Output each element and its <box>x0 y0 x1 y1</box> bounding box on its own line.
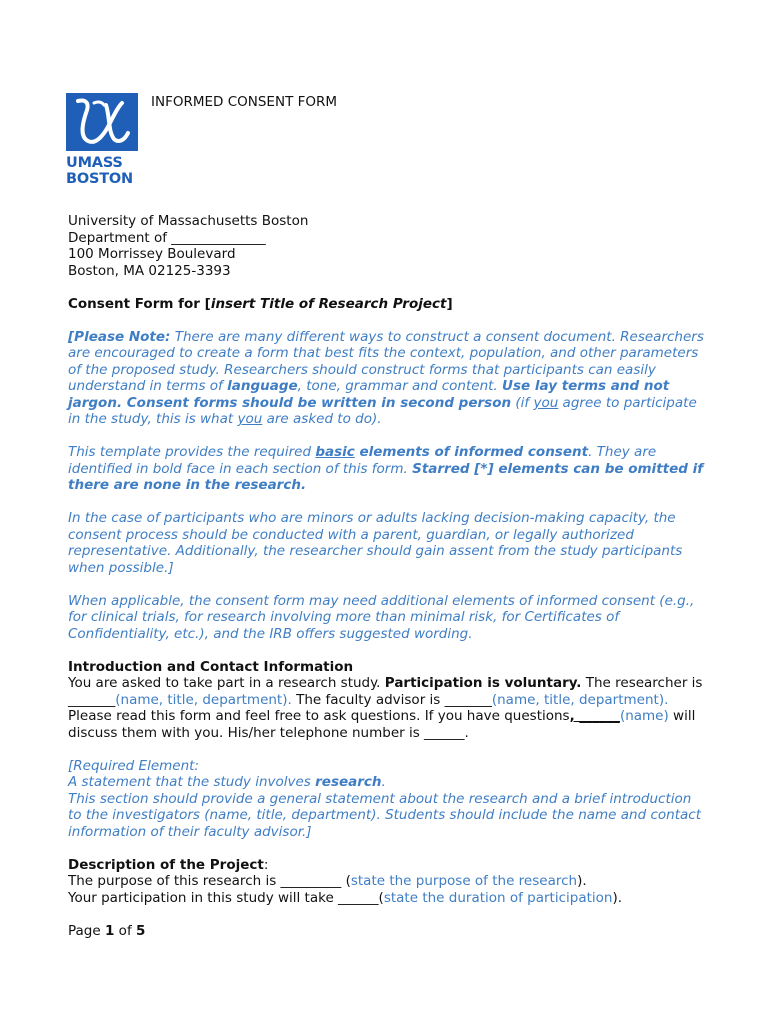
logo-u-mark-icon <box>66 93 138 151</box>
document-body <box>68 213 708 939</box>
page-total: 5 <box>136 922 146 939</box>
duration-line: Your participation in this study will take ______(state the duration of participation). <box>68 889 623 906</box>
logo-line-boston: BOSTON <box>66 171 133 187</box>
additional-elements-paragraph: When applicable, the consent form may need additional elements of informed consent (e.g., for clinical trials, for research involving more than minimal risk, for Certificates of Confidentiality, etc.), and the IRB offers suggested wording. <box>68 592 695 642</box>
purpose-line: The purpose of this research is _________ (state the purpose of the research). <box>68 873 587 889</box>
voluntary-emphasis: Participation is voluntary. <box>384 675 582 691</box>
title-prefix: Consent Form for [ <box>68 295 211 312</box>
consent-form-title <box>68 296 708 313</box>
basic-emphasis: basic <box>315 444 355 460</box>
address-line: Department of ______________ <box>68 229 266 246</box>
template-paragraph: This template provides the required basic elements of informed consent. They are identified in bold face in each section of this form. Starred [*] elements can be omitted if there are none in the research. <box>68 444 704 493</box>
starred-emphasis: Starred [*] elements can be omitted if there are none in the research. <box>68 460 704 493</box>
address-line: University of Massachusetts Boston <box>68 213 309 229</box>
form-title: INFORMED CONSENT FORM <box>151 94 338 110</box>
umass-boston-logo <box>66 93 138 187</box>
page-footer: Page 1 of 5 <box>68 922 146 939</box>
intro-paragraph: You are asked to take part in a research study. Participation is voluntary. The researcher is _______(name, title, department). The faculty advisor is _______(name, title, department). Please read this form and feel free to ask questions. If you have questions, ______(name) will discuss them with you. His/her telephone number is ______. <box>68 675 703 741</box>
project-title-placeholder: insert Title of Research Project <box>210 295 447 312</box>
address-line: Boston, MA 02125-3393 <box>68 262 231 279</box>
address-block <box>68 213 708 279</box>
description-heading: Description of the Project: <box>68 856 269 873</box>
required-element-note: [Required Element: A statement that the study involves research. This section should provide a general statement about the research and a brief introduction to the investigators (name, title, department). Students should include the name and contact information of their faculty advisor.] <box>68 757 701 840</box>
logo-line-umass: UMASS <box>66 155 123 171</box>
research-emphasis: research <box>315 774 382 790</box>
language-emphasis: language <box>227 378 298 394</box>
logo-wordmark <box>66 155 138 187</box>
lay-terms-emphasis: Use lay terms and not jargon. Consent forms should be written in second person <box>68 378 670 411</box>
note-paragraph: [Please Note: There are many different ways to construct a consent document. Researchers are encouraged to create a form that best fits the context, population, and other parameters of the proposed study. Researchers should construct forms that participants can easily understand in terms of language, tone, grammar and content. Use lay terms and not jargon. Consent forms should be written in second person (if you agree to participate in the study, this is what you are asked to do). <box>68 328 704 427</box>
address-line: 100 Morrissey Boulevard <box>68 246 236 262</box>
title-suffix: ] <box>446 295 453 312</box>
note-label: [Please Note: <box>68 328 171 345</box>
intro-heading: Introduction and Contact Information <box>68 658 354 675</box>
minors-paragraph: In the case of participants who are minors or adults lacking decision-making capacity, the consent process should be conducted with a parent, guardian, or legally authorized representative. Additionally, the researcher should gain assent from the study participants when possible.] <box>68 510 683 576</box>
page-number: 1 <box>104 922 115 939</box>
